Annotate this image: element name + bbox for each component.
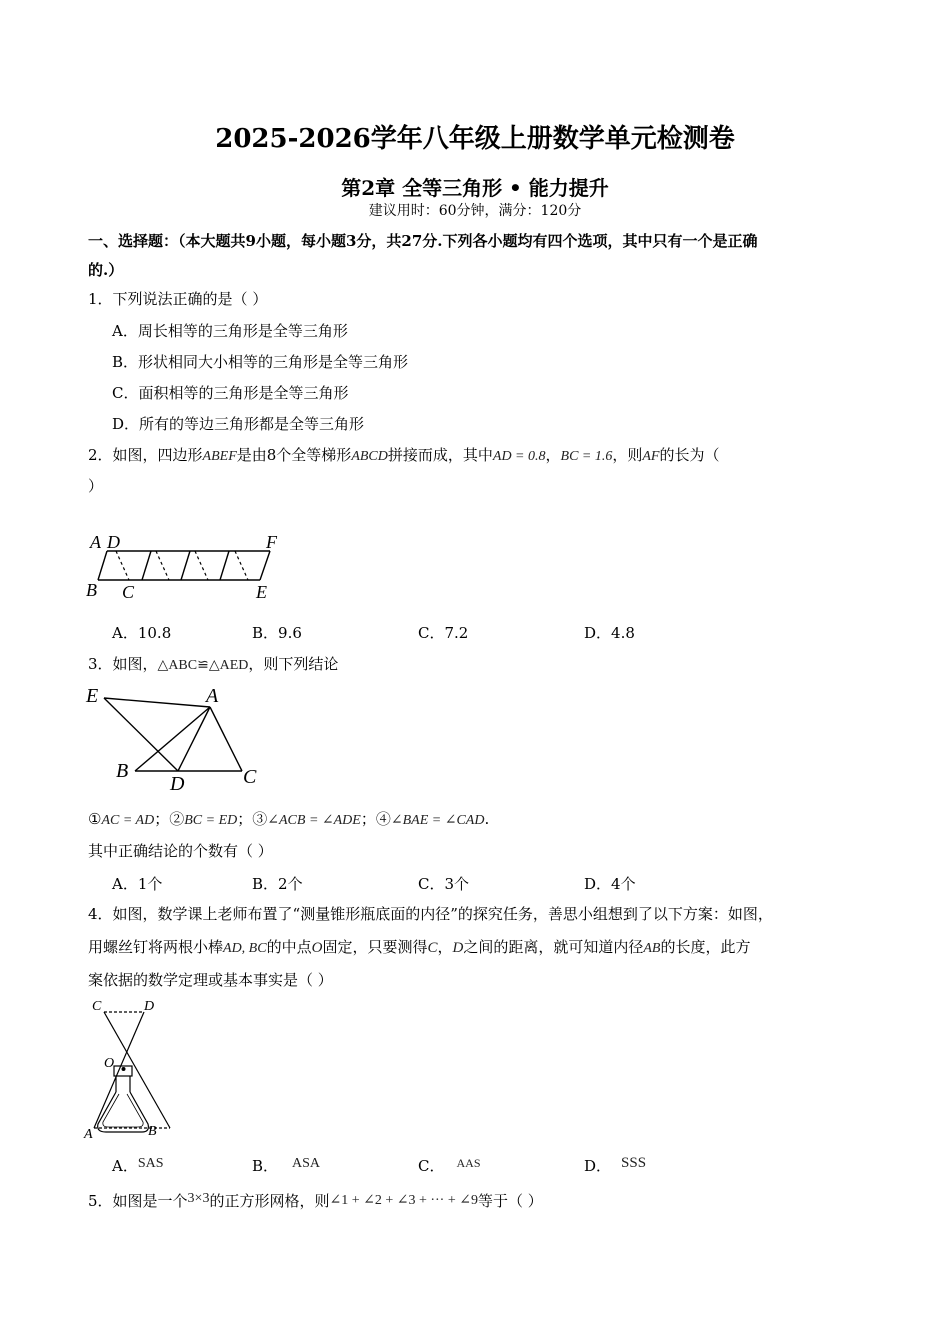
q4-stem-line-2: [88, 936, 750, 957]
q1-option-b: B．形状相同大小相等的三角形是全等三角形: [112, 353, 409, 371]
q4-label-b: B: [148, 1124, 157, 1139]
page-title: 2025-2026学年八年级上册数学单元检测卷: [215, 124, 735, 154]
q1-option-a: A．周长相等的三角形是全等三角形: [112, 322, 348, 340]
q3-sep-3: ；: [360, 810, 376, 828]
q3-c1-num: ①: [88, 810, 102, 828]
q3-math-congruence: △ABC≌△AED: [157, 658, 249, 673]
q2-text-4: ，: [545, 446, 561, 464]
q5-text-2: 的正方形网格，则: [209, 1192, 330, 1210]
q5-math-grid: 3×3: [187, 1191, 210, 1206]
q3-label-d: D: [170, 773, 185, 795]
q4-stem-line-1: 4．如图，数学课上老师布置了“测量锥形瓶底面的内径”的探究任务，善思小组想到了以下方案：如图，: [88, 905, 773, 923]
q3-text-1: 3．如图，: [88, 655, 158, 673]
q2-trapezoid-figure: [80, 528, 290, 604]
q4-option-b-letter: B．: [252, 1157, 279, 1175]
q3-label-a: A: [206, 685, 219, 707]
q4-option-a-value: SAS: [137, 1156, 164, 1171]
q1-option-d: D．所有的等边三角形都是全等三角形: [112, 415, 365, 433]
q3-stem: [88, 653, 338, 674]
q4-option-a-letter: A．: [112, 1157, 138, 1175]
q4-option-c-letter: C．: [418, 1157, 445, 1175]
q4-option-d-letter: D．: [584, 1157, 612, 1175]
q3-label-b: B: [116, 760, 129, 782]
q4-pivot-point: [122, 1067, 126, 1071]
q4-math-c: C: [427, 940, 438, 956]
q4-math-o: O: [311, 940, 323, 956]
q3-c2: BC = ED: [184, 813, 238, 828]
q3-c2-num: ②: [169, 810, 185, 828]
q3-label-e: E: [86, 685, 99, 707]
q3-triangle-figure: [80, 680, 270, 795]
q4-text-f: 的长度，此方: [660, 938, 751, 956]
q4-math-ab: AB: [643, 941, 661, 956]
q2-math-ad: AD = 0.8: [492, 449, 546, 464]
q2-label-c: C: [122, 582, 135, 602]
q2-text-2: 是由8个全等梯形: [236, 446, 352, 464]
q2-label-f: F: [266, 532, 277, 552]
q2-label-a: A: [90, 532, 101, 552]
q4-math-d: D: [452, 940, 464, 956]
q2-label-e: E: [256, 582, 267, 602]
q2-option-c: C．7.2: [418, 624, 469, 642]
timing-note: 建议用时：60分钟，满分：120分: [368, 203, 582, 219]
q4-label-a: A: [84, 1127, 93, 1142]
q3-conclusions: [88, 808, 489, 829]
q2-stem-cont: ）: [88, 477, 104, 495]
q2-math-bc: BC = 1.6: [560, 449, 613, 464]
q4-text-e: 之间的距离，就可知道内径: [463, 938, 644, 956]
q5-math-angles: ∠1 + ∠2 + ∠3 + ··· + ∠9: [329, 1193, 478, 1208]
q3-option-b: B．2个: [252, 875, 303, 893]
q2-text-1: 2．如图，四边形: [88, 446, 203, 464]
q4-option-b: [252, 1155, 320, 1176]
q5-stem: [88, 1190, 543, 1211]
q2-stem: [88, 444, 720, 465]
q3-option-a: A．1个: [112, 875, 163, 893]
q2-math-abcd: ABCD: [351, 449, 388, 464]
q3-sep-4: .: [484, 810, 490, 828]
q2-option-d: D．4.8: [584, 624, 635, 642]
q3-label-c: C: [243, 766, 257, 788]
q4-text-d: ，: [437, 938, 453, 956]
q4-text-c: 固定，只要测得: [322, 938, 428, 956]
q3-c1: AC = AD: [101, 813, 155, 828]
q4-label-c: C: [92, 999, 102, 1014]
section-header: 一、选择题：（本大题共9小题，每小题3分，共27分.下列各小题均有四个选项，其中只有一个是正确: [88, 232, 758, 250]
q2-text-3: 拼接而成，其中: [387, 446, 493, 464]
q2-math-abef: ABEF: [202, 449, 237, 464]
q2-math-af: AF: [642, 449, 660, 464]
q5-text-3: 等于（ ）: [477, 1192, 543, 1210]
q4-option-c-value: AAS: [456, 1156, 481, 1170]
q2-text-5: ，则: [612, 446, 643, 464]
q3-c3-num: ③: [252, 810, 268, 828]
q3-c4-num: ④: [375, 810, 391, 828]
q1-option-c: C．面积相等的三角形是全等三角形: [112, 384, 349, 402]
q3-sep-2: ；: [237, 810, 253, 828]
q1-stem: 1．下列说法正确的是（ ）: [88, 290, 268, 308]
q3-question: 其中正确结论的个数有（ ）: [88, 842, 273, 860]
q3-text-2: ，则下列结论: [248, 655, 339, 673]
q4-label-d: D: [144, 999, 155, 1014]
q4-stem-line-3: 案依据的数学定理或基本事实是（ ）: [88, 971, 333, 989]
q4-text-a: 用螺丝钉将两根小棒: [88, 938, 224, 956]
q2-option-b: B．9.6: [252, 624, 302, 642]
q2-label-b: B: [86, 580, 97, 600]
q3-sep-1: ；: [154, 810, 170, 828]
q4-text-b: 的中点: [266, 938, 312, 956]
q4-option-d: [584, 1155, 646, 1176]
q4-flask-figure: [80, 996, 180, 1144]
q3-c4: ∠BAE = ∠CAD: [390, 813, 485, 828]
q4-option-a: [112, 1155, 164, 1176]
q4-option-d-value: SSS: [621, 1155, 647, 1171]
q3-c3: ∠ACB = ∠ADE: [267, 813, 361, 828]
chapter-subtitle: 第2章 全等三角形 • 能力提升: [341, 176, 609, 200]
q4-math-ad-bc: AD, BC: [223, 941, 267, 956]
q4-label-o: O: [104, 1056, 115, 1071]
q5-text-1: 5．如图是一个: [88, 1192, 188, 1210]
q4-option-b-value: ASA: [292, 1156, 321, 1171]
q3-option-c: C．3个: [418, 875, 470, 893]
q2-label-d: D: [107, 532, 120, 552]
q2-option-a: A．10.8: [112, 624, 172, 642]
q3-option-d: D．4个: [584, 875, 636, 893]
section-header-cont: 的.）: [88, 261, 124, 279]
q4-option-c: [418, 1155, 481, 1176]
q2-text-6: 的长为（: [659, 446, 720, 464]
